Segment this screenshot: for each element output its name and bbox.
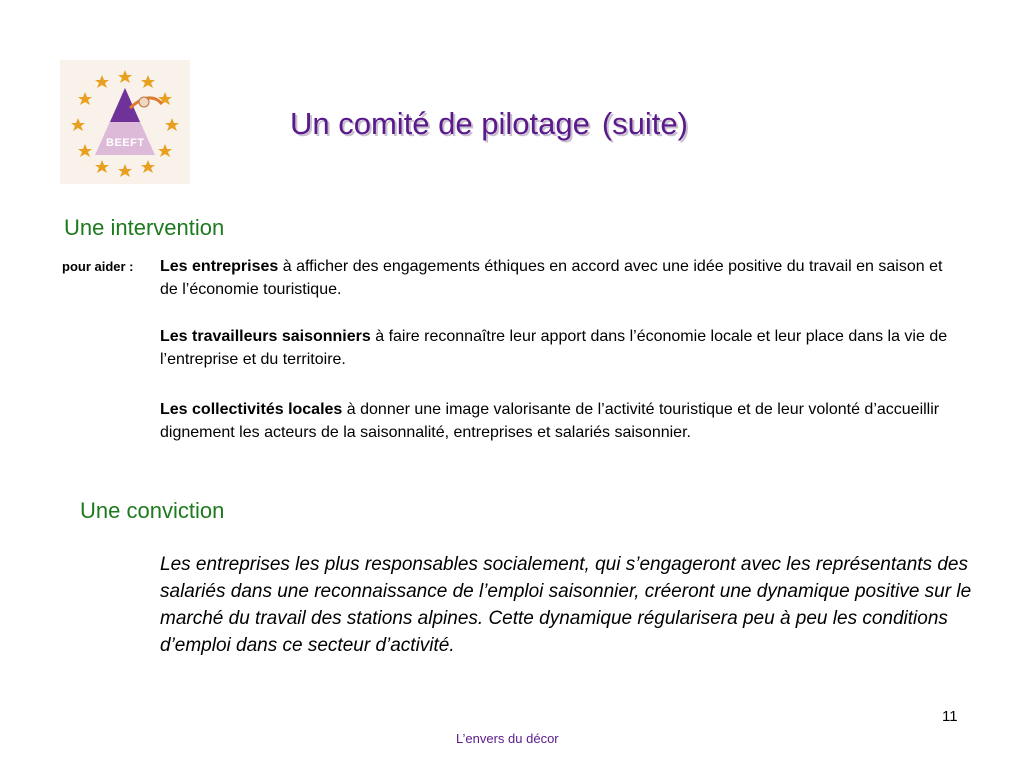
logo-text: BEEFT [106, 137, 145, 149]
item-bold: Les entreprises [160, 258, 279, 275]
title-suite: (suite) [601, 106, 688, 141]
intervention-item-entreprises [160, 255, 960, 301]
item-text: à afficher des engagements éthiques en accord avec une idée positive du travail en saison et de l’économie touristique. [160, 258, 943, 298]
item-bold: Les collectivités locales [160, 401, 343, 418]
intervention-item-collectivites [160, 398, 960, 444]
item-text: à donner une image valorisante de l’activité touristique et de leur volonté d’accueillir dignement les acteurs de la saisonnalité, entreprises et salariés saisonnier. [160, 401, 940, 441]
logo-emblem-icon [60, 60, 190, 184]
intervention-lead: pour aider : [62, 259, 134, 274]
item-text: à faire reconnaître leur apport dans l’économie locale et leur place dans la vie de l’entreprise et du territoire. [160, 328, 948, 368]
intervention-item-travailleurs [160, 325, 960, 371]
item-bold: Les travailleurs saisonniers [160, 328, 371, 345]
footer-text: L’envers du décor [456, 731, 559, 746]
beeft-logo [60, 60, 190, 184]
conviction-heading: Une conviction [80, 498, 225, 523]
conviction-text: Les entreprises les plus responsables socialement, qui s’engageront avec les représentants des salariés dans une reconnaissance de l’emploi saisonnier, créeront une dynamique positive sur le marché du travail des stations alpines. Cette dynamique régularisera peu à peu les conditions d’emploi dans ce secteur d’activité. [160, 554, 972, 656]
slide-title [290, 106, 688, 142]
intervention-heading: Une intervention [64, 215, 225, 240]
title-main: Un comité de pilotage [290, 106, 590, 141]
page-number: 11 [942, 708, 958, 725]
